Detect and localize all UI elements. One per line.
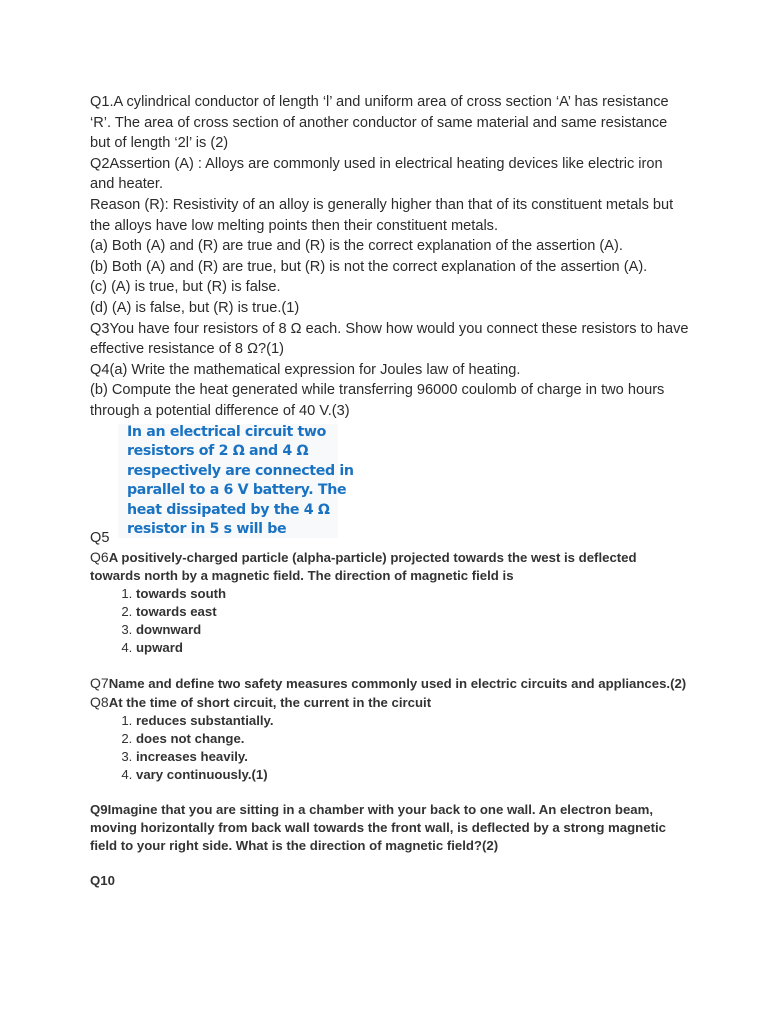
option-text: increases heavily. [136,748,248,764]
question-5-block [90,422,690,546]
question-6-text: A positively-charged particle (alpha-particle) projected towards the west is deflected towards north by a magnetic field. The direction of magnetic field is [90,549,637,583]
question-1: Q1.A cylindrical conductor of length ‘l’ and uniform area of cross section ‘A’ has resistance ‘R’. The area of cross section of another conductor of same material and same resistance but of length ‘2l’ is (2) [90,94,669,152]
question-8-options [90,712,690,784]
list-item [136,621,690,639]
question-9-text: Imagine that you are sitting in a chamber with your back to one wall. An electron beam, moving horizontally from back wall towards the front wall, is deflected by a strong magnetic field to your right side. What is the direction of magnetic field?(2) [90,801,666,853]
question-9 [90,801,690,855]
question-10: Q10 [90,872,115,888]
list-item [136,766,690,784]
option-text: upward [136,639,183,655]
question-5-image-text: In an electrical circuit two resistors of 2 Ω and 4 Ω respectively are connected in parallel to a 6 V battery. The heat dissipated by the 4 Ω resistor in 5 s will be [127,423,354,538]
question-4-part-b: (b) Compute the heat generated while transferring 96000 coulomb of charge in two hours through a potential difference of 40 V.(3) [90,382,665,419]
question-2-option-b: (b) Both (A) and (R) are true, but (R) is not the correct explanation of the assertion (A). [90,258,648,275]
question-7-number: Q7 [90,674,109,691]
question-3: Q3You have four resistors of 8 Ω each. Show how would you connect these resistors to have effective resistance of 8 Ω?(1) [90,320,689,358]
list-item [136,603,690,621]
option-text: vary continuously.(1) [136,766,268,782]
option-text: does not change. [136,730,245,746]
question-5-label: Q5 [90,529,110,546]
option-text: towards south [136,585,227,601]
question-6-number: Q6 [90,548,109,565]
question-6-options [90,585,690,657]
question-8-text: At the time of short circuit, the current in the circuit [108,694,432,710]
question-2-assertion: Q2Assertion (A) : Alloys are commonly used in electrical heating devices like electric iron and heater. [90,155,663,193]
list-item [136,748,690,766]
list-item [136,712,690,730]
question-7 [90,674,690,693]
option-text: reduces substantially. [136,712,274,728]
question-2-option-a: (a) Both (A) and (R) are true and (R) is the correct explanation of the assertion (A). [90,238,623,255]
question-6 [90,548,690,585]
question-9-number: Q9 [90,801,108,817]
question-8-number: Q8 [90,693,109,710]
question-2-option-d: (d) (A) is false, but (R) is true.(1) [90,299,300,316]
list-item [136,730,690,748]
question-paper [90,92,690,890]
list-item [136,585,690,603]
option-text: towards east [136,603,217,619]
question-7-text: Name and define two safety measures commonly used in electric circuits and appliances.(2) [108,675,687,691]
question-8 [90,693,690,712]
question-2-reason: Reason (R): Resistivity of an alloy is generally higher than that of its constituent metals but the alloys have low melting points then their constituent metals. [90,196,674,234]
list-item [136,639,690,657]
question-2-option-c: (c) (A) is true, but (R) is false. [90,279,281,296]
question-4-part-a: Q4(a) Write the mathematical expression for Joules law of heating. [90,361,521,378]
option-text: downward [136,621,202,637]
